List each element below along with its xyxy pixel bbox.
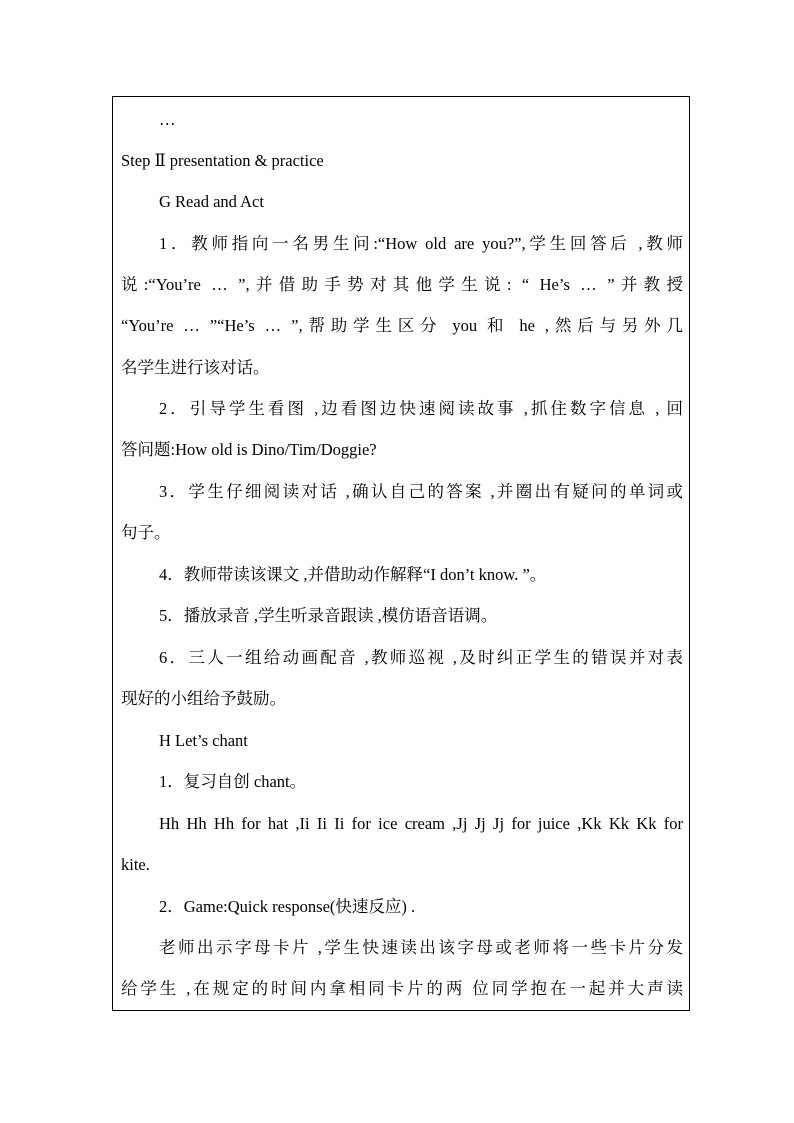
paragraph-line: 名学生进行该对话。 xyxy=(121,358,270,377)
step-heading: Step Ⅱ presentation & practice xyxy=(121,151,324,170)
chant-line: kite. xyxy=(121,855,150,874)
lesson-table-cell xyxy=(112,96,690,1011)
paragraph-line: 2．引导学生看图 ,边看图边快速阅读故事 ,抓住数字信息 , 回 xyxy=(159,399,683,418)
ellipsis-line: … xyxy=(159,110,176,129)
paragraph-line: “You’re … ”“He’s … ”,帮助学生区分 you 和 he ,然后与另外几 xyxy=(121,316,683,335)
paragraph-line: 1．复习自创 chant。 xyxy=(159,772,307,791)
paragraph-line: 给学生 ,在规定的时间内拿相同卡片的两 位同学抱在一起并大声读 xyxy=(121,979,683,998)
paragraph-line: 1．教师指向一名男生问:“How old are you?”,学生回答后 ,教师 xyxy=(159,234,683,253)
paragraph-line: 4．教师带读该课文 ,并借助动作解释“I don’t know. ”。 xyxy=(159,565,547,584)
paragraph-line: 答问题:How old is Dino/Tim/Doggie? xyxy=(121,440,377,459)
paragraph-line: 现好的小组给予鼓励。 xyxy=(121,689,286,708)
section-h-heading: H Let’s chant xyxy=(159,731,248,750)
chant-line: Hh Hh Hh for hat ,Ii Ii Ii for ice cream ,Jj Jj Jj for juice ,Kk Kk Kk for xyxy=(159,814,683,833)
paragraph-line: 3．学生仔细阅读对话 ,确认自己的答案 ,并圈出有疑问的单词或 xyxy=(159,482,683,501)
section-g-heading: G Read and Act xyxy=(159,192,264,211)
paragraph-line: 说:“You’re … ”,并借助手势对其他学生说: “ He’s … ”并教授 xyxy=(121,275,683,294)
paragraph-line: 老师出示字母卡片 ,学生快速读出该字母或老师将一些卡片分发 xyxy=(159,938,683,957)
paragraph-line: 6．三人一组给动画配音 ,教师巡视 ,及时纠正学生的错误并对表 xyxy=(159,648,683,667)
paragraph-line: 句子。 xyxy=(121,523,171,542)
paragraph-line: 5．播放录音 ,学生听录音跟读 ,模仿语音语调。 xyxy=(159,606,498,625)
paragraph-line: 2．Game:Quick response(快速反应) . xyxy=(159,897,416,916)
